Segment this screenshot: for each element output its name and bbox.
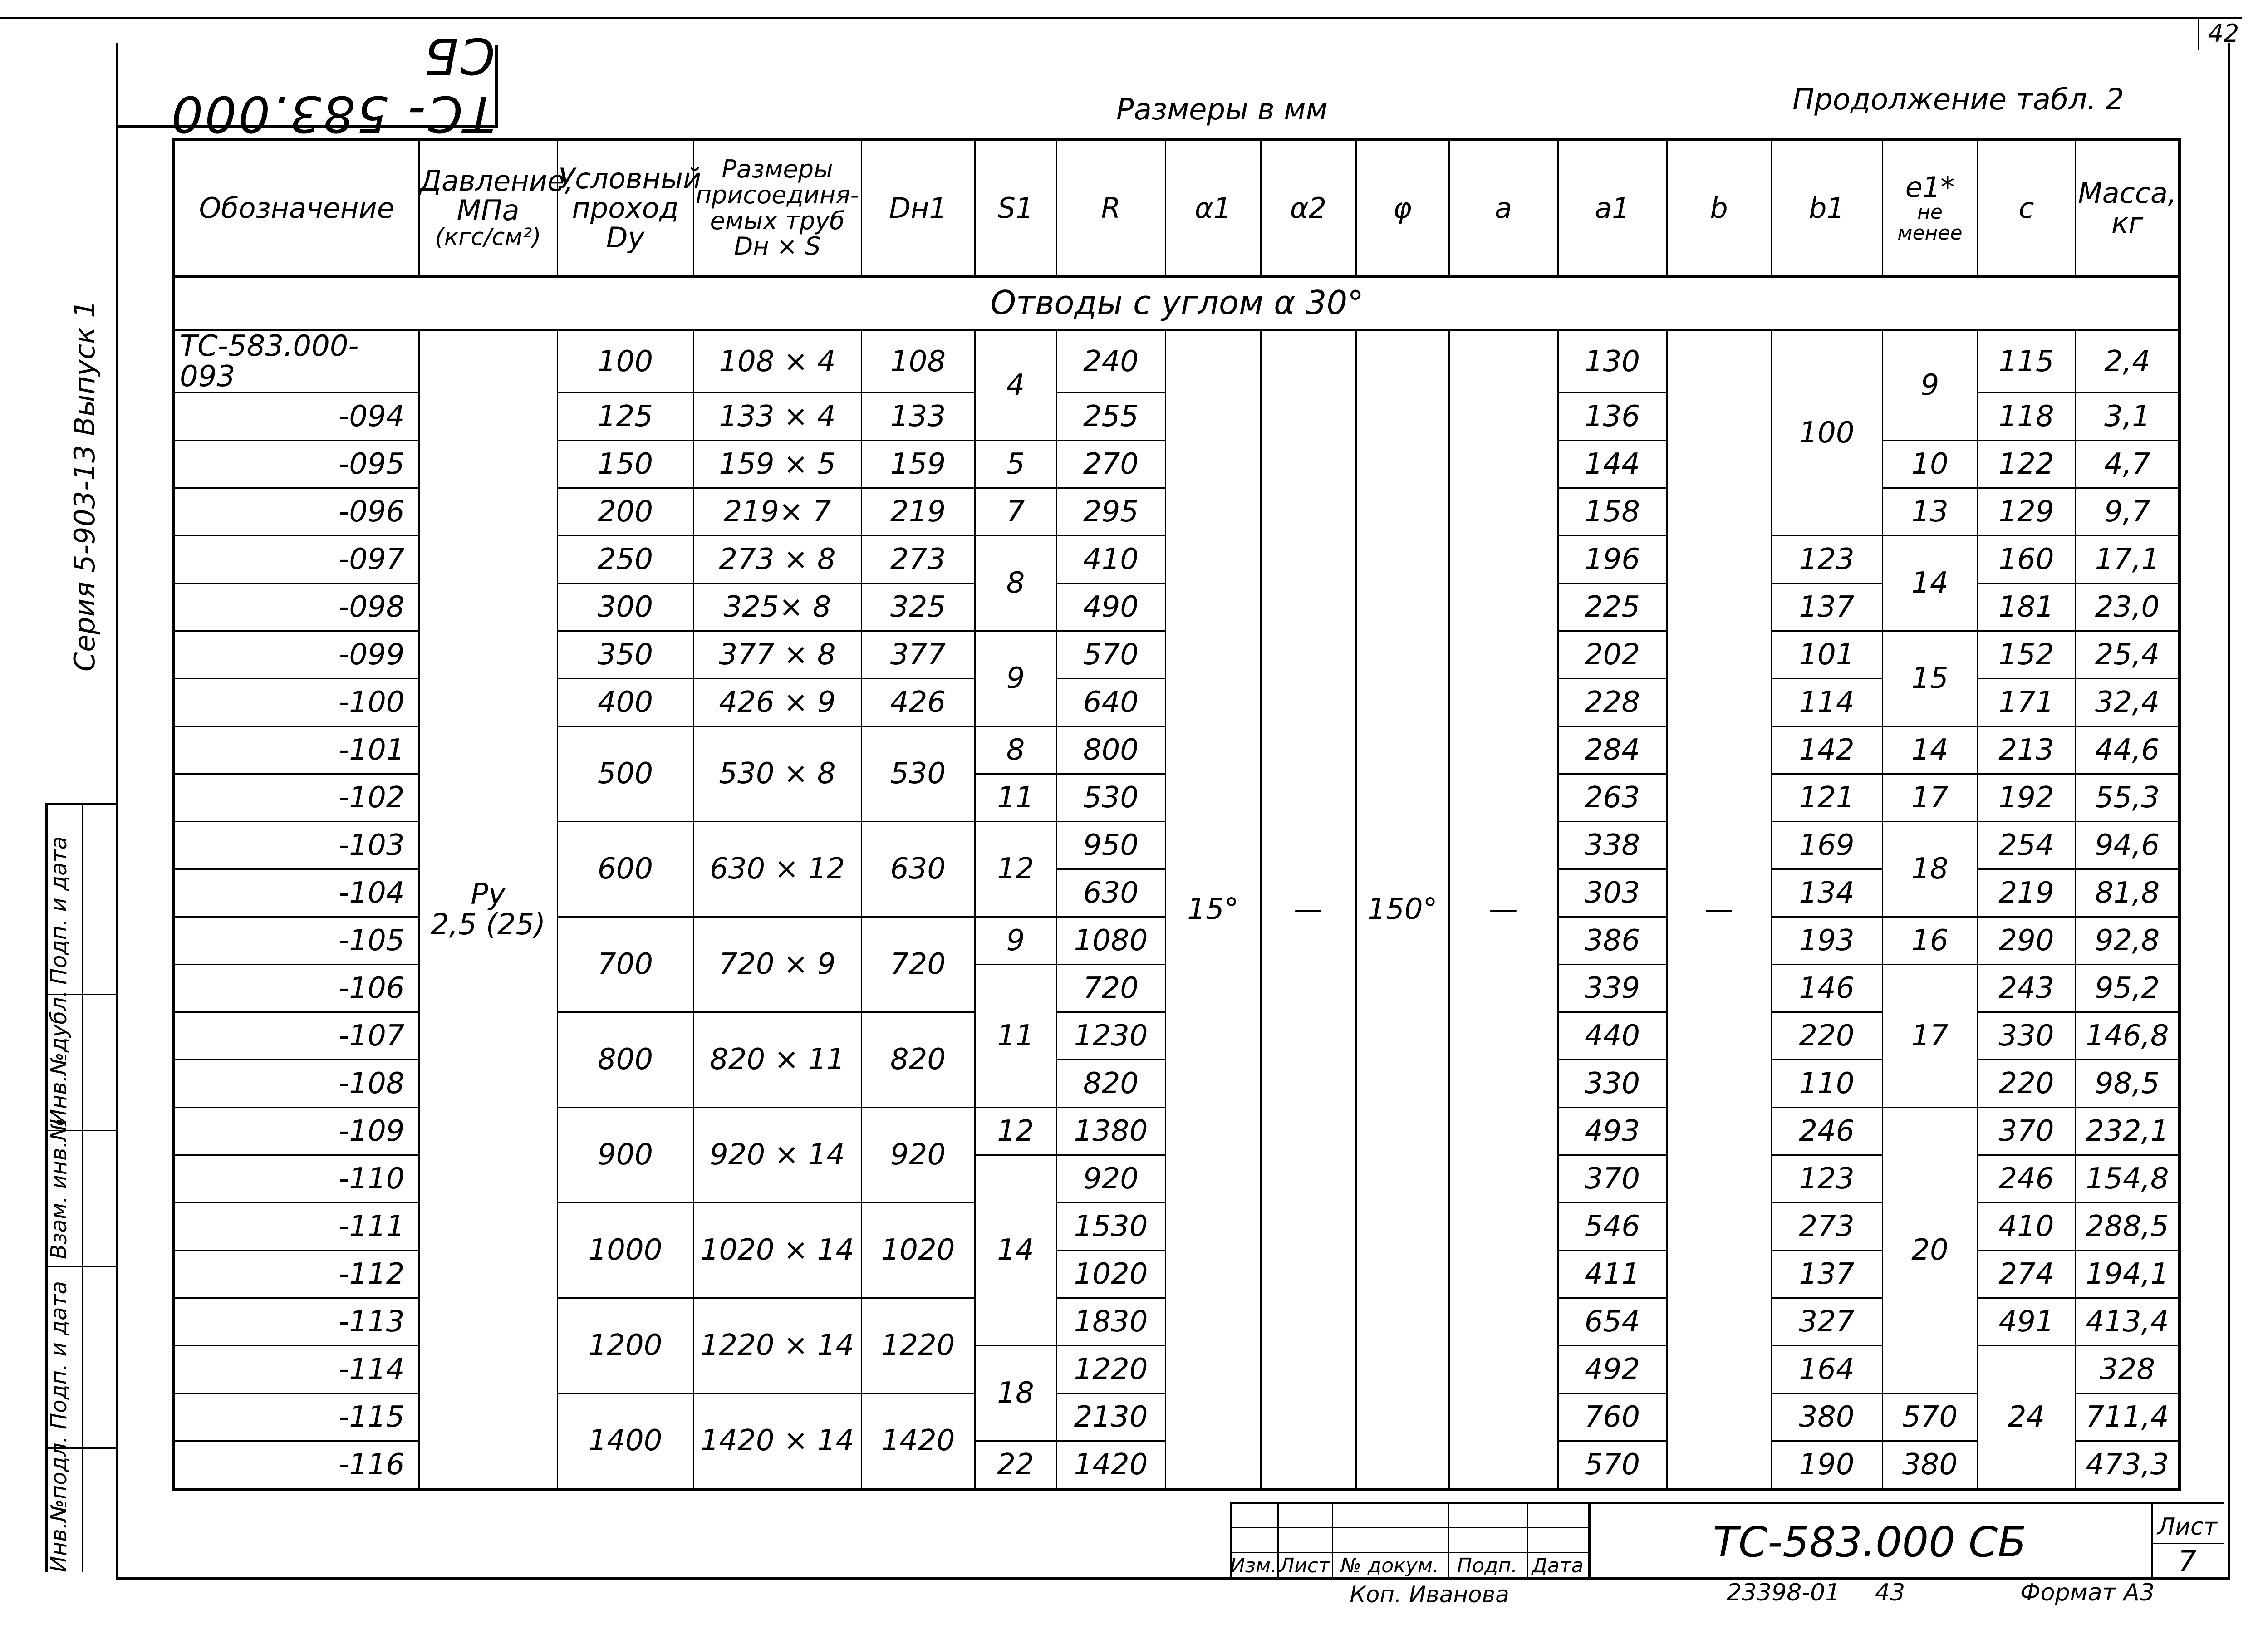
dy-cell: 1000 (557, 1203, 693, 1298)
b1-cell: 327 (1771, 1298, 1882, 1346)
pipe-cell: 273 × 8 (693, 536, 861, 584)
r-cell: 240 (1056, 330, 1165, 393)
alpha2-cell: — (1261, 330, 1356, 1489)
table-row (174, 330, 2180, 393)
dy-cell: 1400 (557, 1393, 693, 1490)
top-edge-line (0, 17, 2242, 19)
c-cell: 570 (1882, 1393, 1978, 1441)
header-nominal-bore (557, 140, 702, 276)
pipe-cell: 1420 × 14 (693, 1393, 861, 1490)
top-stamp (116, 27, 498, 143)
header-alpha2: α2 (1261, 140, 1356, 276)
dn1-cell: 1020 (861, 1203, 975, 1298)
b1-cell: 142 (1771, 726, 1882, 774)
dy-cell: 300 (557, 584, 693, 631)
s1-cell: 9 (975, 917, 1056, 965)
c-cell: 152 (1978, 631, 2075, 679)
designation-cell: -095 (174, 441, 419, 488)
mass-cell: 95,2 (2075, 965, 2180, 1012)
e1-cell: 17 (1882, 965, 1978, 1108)
b1-cell: 100 (1771, 330, 1882, 536)
a1-cell: 284 (1558, 726, 1667, 774)
dn1-cell: 325 (861, 584, 975, 631)
dn1-cell: 920 (861, 1108, 975, 1203)
pipe-cell: 219× 7 (693, 488, 861, 536)
r-cell: 1420 (1056, 1441, 1165, 1490)
mass-cell: 81,8 (2075, 869, 2180, 917)
a1-cell: 228 (1558, 679, 1667, 726)
c-cell: 160 (1978, 536, 2075, 584)
e1-cell: 16 (1882, 917, 1978, 965)
pipe-cell: 159 × 5 (693, 441, 861, 488)
r-cell: 410 (1056, 536, 1165, 584)
title-block-top (1230, 1502, 2224, 1504)
dn1-cell: 1220 (861, 1298, 975, 1393)
a1-cell: 493 (1558, 1108, 1667, 1155)
header-pressure-3: (кгс/см²) (435, 224, 541, 251)
mass-cell: 92,8 (2075, 917, 2180, 965)
tb-sheet-number: 7 (2178, 1545, 2197, 1579)
dn1-cell: 720 (861, 917, 975, 1012)
c-cell: 246 (1978, 1155, 2075, 1203)
b1-cell: 190 (1771, 1441, 1882, 1490)
dn1-cell: 159 (861, 441, 975, 488)
pipe-cell: 920 × 14 (693, 1108, 861, 1203)
section-row (174, 276, 2180, 330)
mass-cell: 232,1 (2075, 1108, 2180, 1155)
header-row (174, 140, 2180, 276)
e1-cell: 18 (1882, 822, 1978, 917)
b1-cell: 114 (1771, 679, 1882, 726)
s1-cell: 11 (975, 774, 1056, 822)
header-e1-symbol: e1* (1905, 170, 1955, 204)
r-cell: 255 (1056, 393, 1165, 441)
designation-cell: -109 (174, 1108, 419, 1155)
designation-cell: -108 (174, 1060, 419, 1108)
dy-cell: 500 (557, 726, 693, 822)
header-r: R (1056, 140, 1165, 276)
tb-col-sign: Подп. (1457, 1554, 1518, 1577)
mass-cell: 9,7 (2075, 488, 2180, 536)
r-cell: 270 (1056, 441, 1165, 488)
designation-cell: -115 (174, 1393, 419, 1441)
c-cell: 243 (1978, 965, 2075, 1012)
e1-cell: 9 (1882, 330, 1978, 441)
header-pipe-dims-4: Dн × S (734, 232, 821, 261)
header-mass-1: Масса, (2078, 177, 2177, 210)
designation-cell: -107 (174, 1012, 419, 1060)
alpha1-cell: 15° (1165, 330, 1261, 1489)
tb-format: Формат А3 (2020, 1579, 2155, 1606)
c-cell: 274 (1978, 1251, 2075, 1298)
a1-cell: 570 (1558, 1441, 1667, 1490)
e1-cell: 10 (1882, 441, 1978, 488)
dn1-cell: 530 (861, 726, 975, 822)
e1-cell: 17 (1882, 774, 1978, 822)
c-cell: 118 (1978, 393, 2075, 441)
r-cell: 820 (1056, 1060, 1165, 1108)
mass-cell: 94,6 (2075, 822, 2180, 869)
s1-cell: 7 (975, 488, 1056, 536)
header-a: a (1449, 140, 1558, 276)
s1-cell: 4 (975, 330, 1056, 441)
r-cell: 530 (1056, 774, 1165, 822)
designation-cell: -111 (174, 1203, 419, 1251)
s1-cell: 11 (975, 965, 1056, 1108)
r-cell: 570 (1056, 631, 1165, 679)
designation-cell: -101 (174, 726, 419, 774)
side-stamp-label-3: Взам. инв.№ (46, 1118, 72, 1259)
dy-cell: 1200 (557, 1298, 693, 1393)
r-cell: 1080 (1056, 917, 1165, 965)
pipe-cell: 426 × 9 (693, 679, 861, 726)
header-nominal-bore-3: Dy (606, 221, 645, 255)
header-designation: Обозначение (174, 140, 419, 276)
tb-order-sheet: 43 (1875, 1579, 1905, 1606)
s1-cell: 8 (975, 726, 1056, 774)
continuation-note: Продолжение табл. 2 (1792, 83, 2124, 117)
header-pipe-dims-3: емых труб (710, 206, 845, 235)
pipe-cell: 1220 × 14 (693, 1298, 861, 1393)
c-cell: 491 (1978, 1298, 2075, 1346)
e1-cell: 13 (1882, 488, 1978, 536)
c-cell: 290 (1978, 917, 2075, 965)
header-nominal-bore-2: проход (572, 191, 679, 225)
designation-cell: -099 (174, 631, 419, 679)
header-pipe-dims-1: Размеры (722, 155, 833, 184)
designation-cell: -103 (174, 822, 419, 869)
a1-cell: 225 (1558, 584, 1667, 631)
c-cell: 254 (1978, 822, 2075, 869)
designation-cell: -094 (174, 393, 419, 441)
r-cell: 490 (1056, 584, 1165, 631)
e1-cell: 14 (1882, 726, 1978, 774)
designation-cell: -106 (174, 965, 419, 1012)
r-cell: 640 (1056, 679, 1165, 726)
header-s1: S1 (975, 140, 1056, 276)
header-phi: φ (1356, 140, 1449, 276)
c-cell: 410 (1978, 1203, 2075, 1251)
dn1-cell: 426 (861, 679, 975, 726)
header-dn1: Dн1 (861, 140, 975, 276)
a1-cell: 370 (1558, 1155, 1667, 1203)
side-series-label: Серия 5-903-13 Выпуск 1 (68, 300, 101, 672)
dy-cell: 600 (557, 822, 693, 917)
dn1-cell: 377 (861, 631, 975, 679)
mass-cell: 98,5 (2075, 1060, 2180, 1108)
designation-cell: -104 (174, 869, 419, 917)
header-a1: a1 (1558, 140, 1667, 276)
side-stamp-label-4: Инв.№дубл. (46, 990, 72, 1125)
tb-sheet-label: Лист (2157, 1513, 2217, 1541)
side-stamp-label-1: Инв.№подл. (46, 1436, 72, 1572)
corner-sheet-number: 42 (2208, 19, 2239, 48)
c-cell: 330 (1978, 1012, 2075, 1060)
c-cell: 220 (1978, 1060, 2075, 1108)
dy-cell: 250 (557, 536, 693, 584)
e1-cell: 20 (1882, 1108, 1978, 1393)
pressure-value: 2,5 (25) (430, 908, 546, 942)
r-cell: 800 (1056, 726, 1165, 774)
b1-cell: 137 (1771, 584, 1882, 631)
side-stamp-divider (82, 803, 83, 1572)
c-cell: 328 (2075, 1346, 2180, 1393)
s1-cell: 9 (975, 631, 1056, 726)
a1-cell: 158 (1558, 488, 1667, 536)
designation-cell: -105 (174, 917, 419, 965)
a1-cell: 196 (1558, 536, 1667, 584)
pipe-cell: 377 × 8 (693, 631, 861, 679)
c-cell: 171 (1978, 679, 2075, 726)
mass-cell: 413,4 (2075, 1298, 2180, 1346)
pipe-cell: 720 × 9 (693, 917, 861, 1012)
b1-cell: 110 (1771, 1060, 1882, 1108)
b1-cell: 273 (1771, 1203, 1882, 1251)
a1-cell: 386 (1558, 917, 1667, 965)
mass-cell: 23,0 (2075, 584, 2180, 631)
a1-cell: 492 (1558, 1346, 1667, 1393)
header-pipe-dims-2: присоединя- (695, 180, 859, 209)
a1-cell: 338 (1558, 822, 1667, 869)
side-stamp-label-2: Подп. и дата (46, 1281, 72, 1429)
b1-cell: 380 (1771, 1393, 1882, 1441)
dy-cell: 100 (557, 330, 693, 393)
phi-cell: 150° (1356, 330, 1449, 1489)
side-stamp-top (45, 803, 116, 805)
dn1-cell: 273 (861, 536, 975, 584)
a1-cell: 330 (1558, 1060, 1667, 1108)
designation-cell: ТС-583.000- 093 (174, 330, 419, 393)
dy-cell: 700 (557, 917, 693, 1012)
header-nominal-bore-1: Условный (558, 162, 702, 195)
mass-cell: 44,6 (2075, 726, 2180, 774)
a1-cell: 411 (1558, 1251, 1667, 1298)
designation-cell: -112 (174, 1251, 419, 1298)
a1-cell: 546 (1558, 1203, 1667, 1251)
r-cell: 1230 (1056, 1012, 1165, 1060)
section-title: Отводы с углом α 30° (174, 276, 2180, 330)
b1-cell: 193 (1771, 917, 1882, 965)
b1-cell: 123 (1771, 1155, 1882, 1203)
title-block-row-1 (1230, 1527, 1588, 1528)
side-stamp-sep-3 (45, 1266, 116, 1267)
r-cell: 1830 (1056, 1298, 1165, 1346)
header-e1 (1882, 140, 1978, 276)
mass-cell: 473,3 (2075, 1441, 2180, 1490)
header-c: c (1978, 140, 2075, 276)
e1-cell: 15 (1882, 631, 1978, 726)
c-cell: 115 (1978, 330, 2075, 393)
c-cell: 380 (1882, 1441, 1978, 1490)
a1-cell: 440 (1558, 1012, 1667, 1060)
r-cell: 630 (1056, 869, 1165, 917)
pipe-cell: 133 × 4 (693, 393, 861, 441)
b1-cell: 121 (1771, 774, 1882, 822)
header-pressure (419, 140, 574, 276)
designation-cell: -100 (174, 679, 419, 726)
r-cell: 950 (1056, 822, 1165, 869)
header-alpha1: α1 (1165, 140, 1261, 276)
header-pipe-dims (693, 140, 861, 276)
a1-cell: 263 (1558, 774, 1667, 822)
b1-cell: 246 (1771, 1108, 1882, 1155)
tb-order: 23398-01 (1726, 1579, 1841, 1606)
a1-cell: 760 (1558, 1393, 1667, 1441)
tb-col-list: Лист (1279, 1554, 1330, 1577)
c-cell: 181 (1978, 584, 2075, 631)
b1-cell: 169 (1771, 822, 1882, 869)
dn1-cell: 133 (861, 393, 975, 441)
pressure-cell (419, 330, 557, 1489)
dy-cell: 200 (557, 488, 693, 536)
s1-cell: 12 (975, 1108, 1056, 1155)
designation-cell: -096 (174, 488, 419, 536)
header-b1: b1 (1771, 140, 1882, 276)
header-e1-note: не менее (1897, 200, 1963, 245)
tb-col-docnum: № докум. (1340, 1554, 1439, 1577)
r-cell: 1380 (1056, 1108, 1165, 1155)
r-cell: 920 (1056, 1155, 1165, 1203)
header-b: b (1667, 140, 1771, 276)
a1-cell: 202 (1558, 631, 1667, 679)
header-pressure-1: Давление, (419, 164, 574, 198)
b1-cell: 123 (1771, 536, 1882, 584)
mass-cell: 194,1 (2075, 1251, 2180, 1298)
corner-box-line (2198, 18, 2199, 50)
a1-cell: 654 (1558, 1298, 1667, 1346)
e1-cell: 24 (1978, 1346, 2075, 1490)
top-stamp-text: ТС- 583.000 СБ (169, 27, 495, 143)
header-mass (2075, 140, 2180, 276)
b1-cell: 101 (1771, 631, 1882, 679)
tb-col-izm: Изм. (1230, 1554, 1277, 1577)
pipe-cell: 108 × 4 (693, 330, 861, 393)
dy-cell: 125 (557, 393, 693, 441)
dn1-cell: 630 (861, 822, 975, 917)
r-cell: 720 (1056, 965, 1165, 1012)
a-cell: — (1449, 330, 1558, 1489)
c-cell: 219 (1978, 869, 2075, 917)
dn1-cell: 1420 (861, 1393, 975, 1490)
r-cell: 1020 (1056, 1251, 1165, 1298)
mass-cell: 4,7 (2075, 441, 2180, 488)
c-cell: 213 (1978, 726, 2075, 774)
designation-cell: -098 (174, 584, 419, 631)
b1-cell: 134 (1771, 869, 1882, 917)
s1-cell: 22 (975, 1441, 1056, 1490)
header-mass-2: кг (2111, 206, 2144, 240)
pipe-cell: 630 × 12 (693, 822, 861, 917)
title-block-row-2 (1230, 1552, 1588, 1553)
mass-cell: 154,8 (2075, 1155, 2180, 1203)
a1-cell: 303 (1558, 869, 1667, 917)
b1-cell: 164 (1771, 1346, 1882, 1393)
s1-cell: 18 (975, 1346, 1056, 1441)
designation-cell: -110 (174, 1155, 419, 1203)
dy-cell: 900 (557, 1108, 693, 1203)
s1-cell: 5 (975, 441, 1056, 488)
pipe-cell: 530 × 8 (693, 726, 861, 822)
designation-cell: -102 (174, 774, 419, 822)
mass-cell: 711,4 (2075, 1393, 2180, 1441)
a1-cell: 130 (1558, 330, 1667, 393)
a1-cell: 136 (1558, 393, 1667, 441)
c-cell: 122 (1978, 441, 2075, 488)
designation-cell: -113 (174, 1298, 419, 1346)
tb-copied-by: Коп. Иванова (1350, 1581, 1509, 1608)
designation-cell: -116 (174, 1441, 419, 1490)
dy-cell: 400 (557, 679, 693, 726)
s1-cell: 12 (975, 822, 1056, 917)
mass-cell: 2,4 (2075, 330, 2180, 393)
dy-cell: 800 (557, 1012, 693, 1108)
r-cell: 295 (1056, 488, 1165, 536)
mass-cell: 55,3 (2075, 774, 2180, 822)
dy-cell: 150 (557, 441, 693, 488)
b1-cell: 220 (1771, 1012, 1882, 1060)
a1-cell: 144 (1558, 441, 1667, 488)
a1-cell: 339 (1558, 965, 1667, 1012)
c-cell: 370 (1978, 1108, 2075, 1155)
title-block-sheet-mid (2151, 1543, 2224, 1544)
fittings-table (172, 138, 2181, 1491)
r-cell: 1220 (1056, 1346, 1165, 1393)
pressure-label: Ру (471, 877, 506, 911)
r-cell: 2130 (1056, 1393, 1165, 1441)
dn1-cell: 820 (861, 1012, 975, 1108)
header-pressure-2: МПа (457, 194, 520, 227)
dn1-cell: 219 (861, 488, 975, 536)
mass-cell: 3,1 (2075, 393, 2180, 441)
s1-cell: 8 (975, 536, 1056, 631)
dimensions-note: Размеры в мм (1116, 93, 1328, 127)
b1-cell: 137 (1771, 1251, 1882, 1298)
s1-cell: 14 (975, 1155, 1056, 1346)
pipe-cell: 820 × 11 (693, 1012, 861, 1108)
c-cell: 192 (1978, 774, 2075, 822)
mass-cell: 32,4 (2075, 679, 2180, 726)
designation-cell: -097 (174, 536, 419, 584)
dn1-cell: 108 (861, 330, 975, 393)
r-cell: 1530 (1056, 1203, 1165, 1251)
mass-cell: 17,1 (2075, 536, 2180, 584)
pipe-cell: 1020 × 14 (693, 1203, 861, 1298)
designation-cell: -114 (174, 1346, 419, 1393)
dy-cell: 350 (557, 631, 693, 679)
tb-code: ТС-583.000 СБ (1713, 1518, 2027, 1566)
mass-cell: 25,4 (2075, 631, 2180, 679)
b-cell: — (1667, 330, 1771, 1489)
side-stamp-label-5: Подп. и дата (46, 836, 72, 985)
pipe-cell: 325× 8 (693, 584, 861, 631)
e1-cell: 14 (1882, 536, 1978, 631)
c-cell: 129 (1978, 488, 2075, 536)
tb-col-date: Дата (1532, 1554, 1584, 1577)
mass-cell: 146,8 (2075, 1012, 2180, 1060)
b1-cell: 146 (1771, 965, 1882, 1012)
mass-cell: 288,5 (2075, 1203, 2180, 1251)
